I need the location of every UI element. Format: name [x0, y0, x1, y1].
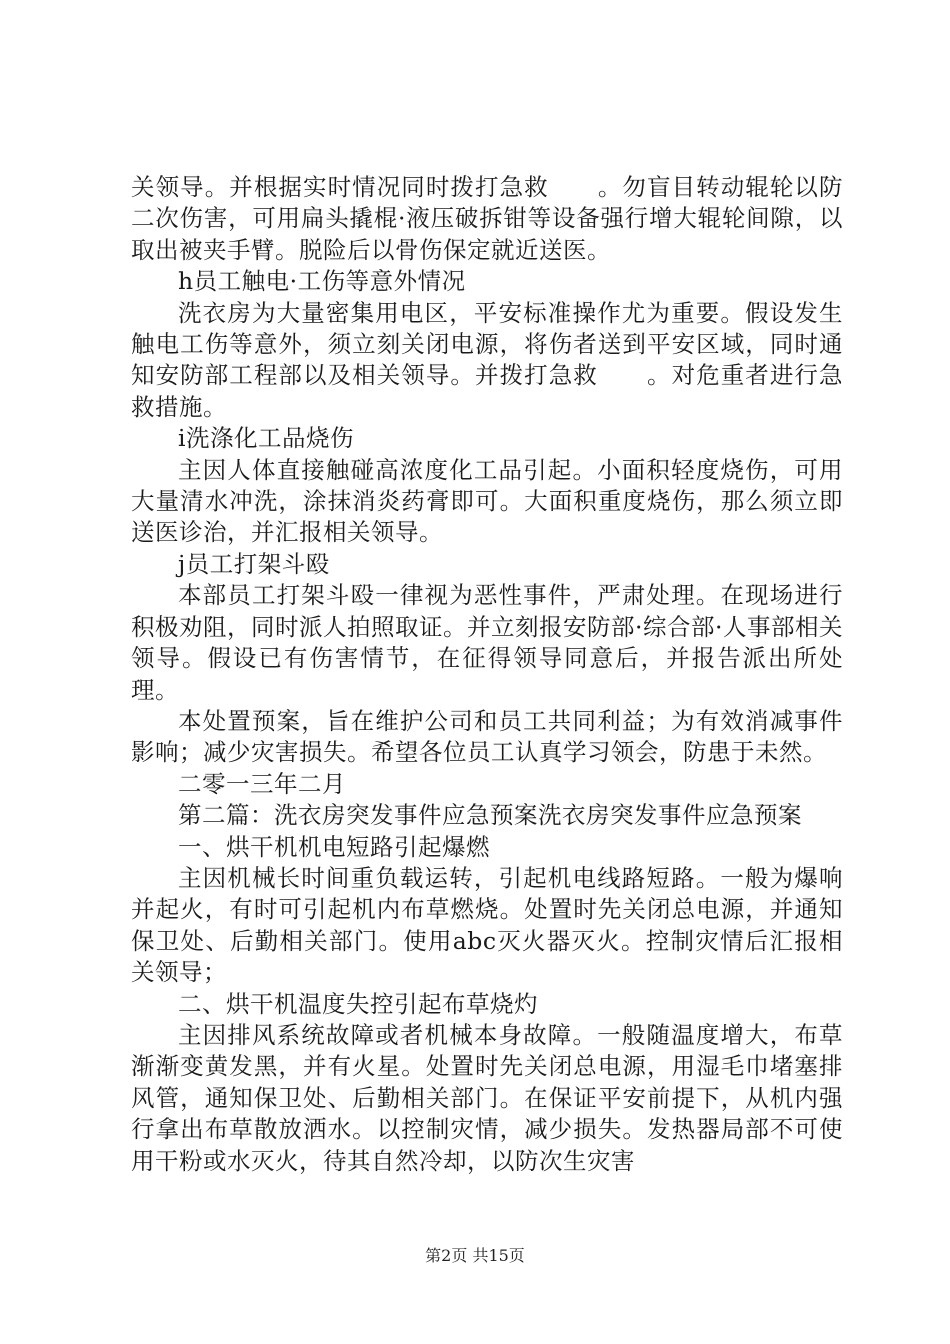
paragraph-8: 本处置预案，旨在维护公司和员工共同利益；为有效消减事件影响；减少灾害损失。希望各位员工认真学习领会，防患于未然。	[131, 706, 843, 767]
heading-1: 一、烘干机机电短路引起爆燃	[178, 832, 490, 861]
paragraph-5: 主因人体直接触碰高浓度化工品引起。小面积轻度烧伤，可用大量清水冲洗，涂抹消炎药膏即可。大面积重度烧伤，那么须立即送医诊治，并汇报相关领导。	[131, 455, 843, 547]
paragraph-7: 本部员工打架斗殴一律视为恶性事件，严肃处理。在现场进行积极劝阻，同时派人拍照取证。并立刻报安防部·综合部·人事部相关领导。假设已有伤害情节，在征得领导同意后，并报告派出所处理。	[131, 581, 843, 704]
document-body	[131, 172, 843, 1177]
page-number: 第2页 共15页	[425, 1246, 525, 1265]
heading-j: j员工打架斗殴	[178, 549, 330, 578]
paragraph-1: 关领导。并根据实时情况同时拨打急救 。勿盲目转动辊轮以防二次伤害，可用扁头撬棍·液压破拆钳等设备强行增大辊轮间隙，以取出被夹手臂。脱险后以骨伤保定就近送医。	[131, 173, 843, 264]
paragraph-3: 洗衣房为大量密集用电区，平安标准操作尤为重要。假设发生触电工伤等意外，须立刻关闭电源，将伤者送到平安区域，同时通知安防部工程部以及相关领导。并拨打急救 。对危重者进行急救措施。	[131, 298, 843, 421]
paragraph-12: 主因机械长时间重负载运转，引起机电线路短路。一般为爆响并起火，有时可引起机内布草燃烧。处置时先关闭总电源，并通知保卫处、后勤相关部门。使用abc灭火器灭火。控制灾情后汇报相关领导；	[131, 863, 843, 987]
date-line: 二零一三年二月	[178, 769, 346, 798]
heading-h: h员工触电·工伤等意外情况	[178, 267, 466, 296]
heading-i: i洗涤化工品烧伤	[178, 424, 355, 453]
section-title: 第二篇：洗衣房突发事件应急预案洗衣房突发事件应急预案	[178, 801, 802, 830]
paragraph-14: 主因排风系统故障或者机械本身故障。一般随温度增大，布草渐渐变黄发黑，并有火星。处置时先关闭总电源，用湿毛巾堵塞排风管，通知保卫处、后勤相关部门。在保证平安前提下，从机内强行拿出布草散放洒水。以控制灾情，减少损失。发热器局部不可使用干粉或水灭火，待其自然冷却，以防次生灾害	[131, 1020, 843, 1175]
heading-2: 二、烘干机温度失控引起布草烧灼	[178, 989, 538, 1018]
